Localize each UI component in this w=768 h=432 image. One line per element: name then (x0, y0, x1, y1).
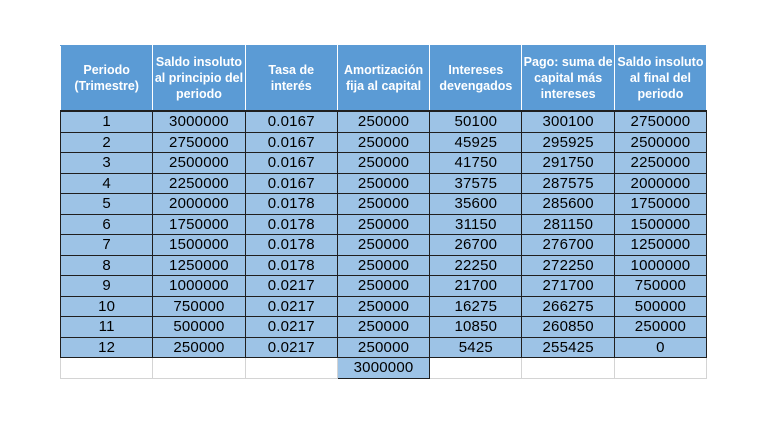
header-amortizacion: Amortización fija al capital (337, 46, 429, 112)
cell-amortizacion: 250000 (337, 153, 429, 174)
cell-pago: 300100 (522, 111, 614, 132)
cell-periodo: 11 (61, 317, 153, 338)
cell-intereses: 35600 (430, 194, 522, 215)
cell-amortizacion: 250000 (337, 235, 429, 256)
cell-periodo: 4 (61, 173, 153, 194)
cell-periodo: 9 (61, 276, 153, 297)
amortization-table (60, 45, 707, 379)
cell-pago: 272250 (522, 255, 614, 276)
cell-saldo-inicial: 1000000 (153, 276, 245, 297)
header-saldo-inicial: Saldo insoluto al principio del periodo (153, 46, 245, 112)
cell-tasa-interes: 0.0167 (245, 111, 337, 132)
table-row (61, 214, 707, 235)
cell-tasa-interes: 0.0178 (245, 235, 337, 256)
cell-intereses: 21700 (430, 276, 522, 297)
cell-periodo: 10 (61, 296, 153, 317)
cell-amortizacion: 250000 (337, 276, 429, 297)
cell-amortizacion: 250000 (337, 296, 429, 317)
empty-cell (245, 358, 337, 379)
cell-amortizacion: 250000 (337, 214, 429, 235)
cell-saldo-inicial: 750000 (153, 296, 245, 317)
empty-cell (61, 358, 153, 379)
cell-saldo-inicial: 250000 (153, 337, 245, 358)
cell-periodo: 1 (61, 111, 153, 132)
cell-saldo-final: 2500000 (614, 132, 706, 153)
cell-saldo-inicial: 2750000 (153, 132, 245, 153)
cell-amortizacion: 250000 (337, 132, 429, 153)
cell-intereses: 22250 (430, 255, 522, 276)
cell-tasa-interes: 0.0167 (245, 153, 337, 174)
cell-amortizacion: 250000 (337, 173, 429, 194)
cell-saldo-final: 2250000 (614, 153, 706, 174)
cell-amortizacion: 250000 (337, 111, 429, 132)
cell-pago: 291750 (522, 153, 614, 174)
cell-pago: 295925 (522, 132, 614, 153)
empty-cell (430, 358, 522, 379)
cell-pago: 287575 (522, 173, 614, 194)
cell-saldo-inicial: 2250000 (153, 173, 245, 194)
cell-saldo-final: 250000 (614, 317, 706, 338)
cell-intereses: 45925 (430, 132, 522, 153)
table-row (61, 276, 707, 297)
cell-saldo-final: 2750000 (614, 111, 706, 132)
cell-saldo-inicial: 2500000 (153, 153, 245, 174)
table-row (61, 235, 707, 256)
table-row (61, 255, 707, 276)
header-saldo-final: Saldo insoluto al final del periodo (614, 46, 706, 112)
table-row (61, 194, 707, 215)
cell-periodo: 8 (61, 255, 153, 276)
cell-pago: 260850 (522, 317, 614, 338)
table-row (61, 317, 707, 338)
cell-intereses: 10850 (430, 317, 522, 338)
cell-saldo-final: 1750000 (614, 194, 706, 215)
cell-amortizacion: 250000 (337, 317, 429, 338)
cell-saldo-final: 500000 (614, 296, 706, 317)
cell-periodo: 3 (61, 153, 153, 174)
empty-cell (614, 358, 706, 379)
cell-intereses: 50100 (430, 111, 522, 132)
table-row (61, 153, 707, 174)
cell-saldo-final: 750000 (614, 276, 706, 297)
cell-saldo-inicial: 1750000 (153, 214, 245, 235)
table-row (61, 111, 707, 132)
table-body (61, 111, 707, 358)
cell-tasa-interes: 0.0178 (245, 255, 337, 276)
cell-intereses: 41750 (430, 153, 522, 174)
cell-tasa-interes: 0.0217 (245, 317, 337, 338)
cell-intereses: 26700 (430, 235, 522, 256)
cell-pago: 281150 (522, 214, 614, 235)
cell-amortizacion: 250000 (337, 337, 429, 358)
cell-tasa-interes: 0.0217 (245, 276, 337, 297)
cell-intereses: 37575 (430, 173, 522, 194)
cell-intereses: 5425 (430, 337, 522, 358)
cell-tasa-interes: 0.0178 (245, 194, 337, 215)
cell-pago: 255425 (522, 337, 614, 358)
cell-pago: 266275 (522, 296, 614, 317)
table-row (61, 173, 707, 194)
cell-saldo-final: 2000000 (614, 173, 706, 194)
cell-pago: 271700 (522, 276, 614, 297)
cell-amortizacion: 250000 (337, 194, 429, 215)
header-periodo: Periodo (Trimestre) (61, 46, 153, 112)
empty-cell (522, 358, 614, 379)
total-row (61, 358, 707, 379)
cell-intereses: 16275 (430, 296, 522, 317)
cell-saldo-final: 1000000 (614, 255, 706, 276)
empty-cell (153, 358, 245, 379)
cell-saldo-inicial: 500000 (153, 317, 245, 338)
cell-periodo: 2 (61, 132, 153, 153)
cell-tasa-interes: 0.0178 (245, 214, 337, 235)
cell-saldo-inicial: 1500000 (153, 235, 245, 256)
cell-saldo-inicial: 1250000 (153, 255, 245, 276)
table-row (61, 337, 707, 358)
cell-tasa-interes: 0.0167 (245, 173, 337, 194)
cell-periodo: 12 (61, 337, 153, 358)
cell-saldo-final: 1500000 (614, 214, 706, 235)
table-row (61, 132, 707, 153)
cell-tasa-interes: 0.0217 (245, 296, 337, 317)
cell-periodo: 6 (61, 214, 153, 235)
header-row (61, 46, 707, 112)
cell-saldo-inicial: 2000000 (153, 194, 245, 215)
cell-saldo-final: 1250000 (614, 235, 706, 256)
cell-periodo: 5 (61, 194, 153, 215)
header-pago: Pago: suma de capital más intereses (522, 46, 614, 112)
cell-pago: 276700 (522, 235, 614, 256)
header-intereses: Intereses devengados (430, 46, 522, 112)
table-row (61, 296, 707, 317)
cell-tasa-interes: 0.0167 (245, 132, 337, 153)
cell-periodo: 7 (61, 235, 153, 256)
cell-intereses: 31150 (430, 214, 522, 235)
total-amortizacion-cell: 3000000 (337, 358, 429, 379)
cell-amortizacion: 250000 (337, 255, 429, 276)
cell-pago: 285600 (522, 194, 614, 215)
header-tasa-interes: Tasa de interés (245, 46, 337, 112)
cell-saldo-inicial: 3000000 (153, 111, 245, 132)
cell-saldo-final: 0 (614, 337, 706, 358)
cell-tasa-interes: 0.0217 (245, 337, 337, 358)
